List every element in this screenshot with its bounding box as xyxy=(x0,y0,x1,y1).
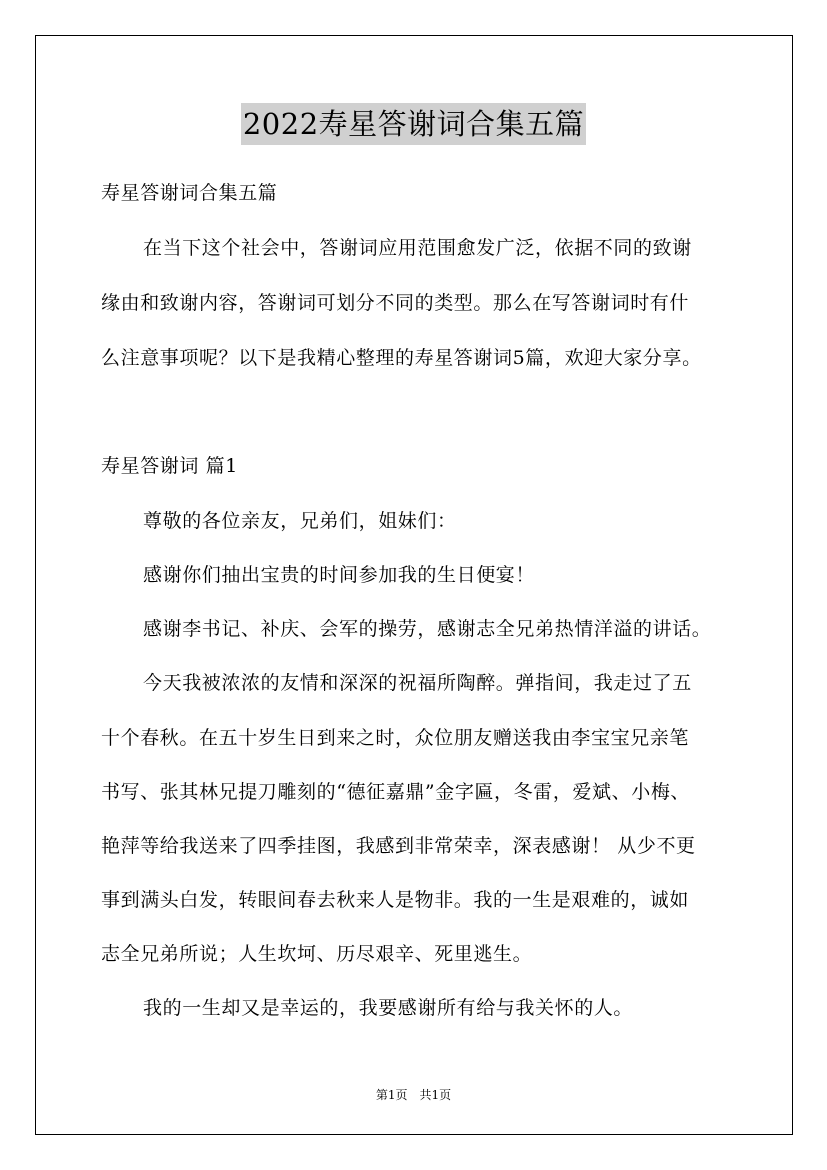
document-subtitle: 寿星答谢词合集五篇 xyxy=(101,182,278,204)
body-line-4: 今天我被浓浓的友情和深深的祝福所陶醉。弹指间，我走过了五 xyxy=(143,672,692,694)
body-line-2: 感谢你们抽出宝贵的时间参加我的生日便宴！ xyxy=(143,564,536,586)
section-heading: 寿星答谢词 篇1 xyxy=(101,455,238,477)
intro-line-2: 缘由和致谢内容，答谢词可划分不同的类型。那么在写答谢词时有什 xyxy=(101,292,690,314)
title-container xyxy=(0,103,827,145)
intro-line-1: 在当下这个社会中，答谢词应用范围愈发广泛，依据不同的致谢 xyxy=(143,237,692,259)
body-line-3: 感谢李书记、补庆、会军的操劳，感谢志全兄弟热情洋溢的讲话。 xyxy=(143,618,712,640)
page-number-footer: 第1页 共1页 xyxy=(375,1088,452,1102)
body-line-8: 事到满头白发，转眼间春去秋来人是物非。我的一生是艰难的，诚如 xyxy=(101,889,690,911)
body-line-1: 尊敬的各位亲友，兄弟们，姐妹们： xyxy=(143,510,457,532)
document-title: 2022寿星答谢词合集五篇 xyxy=(241,103,586,145)
body-line-10: 我的一生却又是幸运的，我要感谢所有给与我关怀的人。 xyxy=(143,997,634,1019)
body-line-9: 志全兄弟所说；人生坎坷、历尽艰辛、死里逃生。 xyxy=(101,943,533,965)
body-line-7: 艳萍等给我送来了四季挂图，我感到非常荣幸，深表感谢！ 从少不更 xyxy=(101,835,696,857)
intro-line-3: 么注意事项呢？以下是我精心整理的寿星答谢词5篇，欢迎大家分享。 xyxy=(101,347,702,369)
body-line-5: 十个春秋。在五十岁生日到来之时，众位朋友赠送我由李宝宝兄亲笔 xyxy=(101,727,690,749)
body-line-6: 书写、张其林兄提刀雕刻的“德征嘉鼎”金字匾，冬雷，爱斌、小梅、 xyxy=(101,781,691,803)
